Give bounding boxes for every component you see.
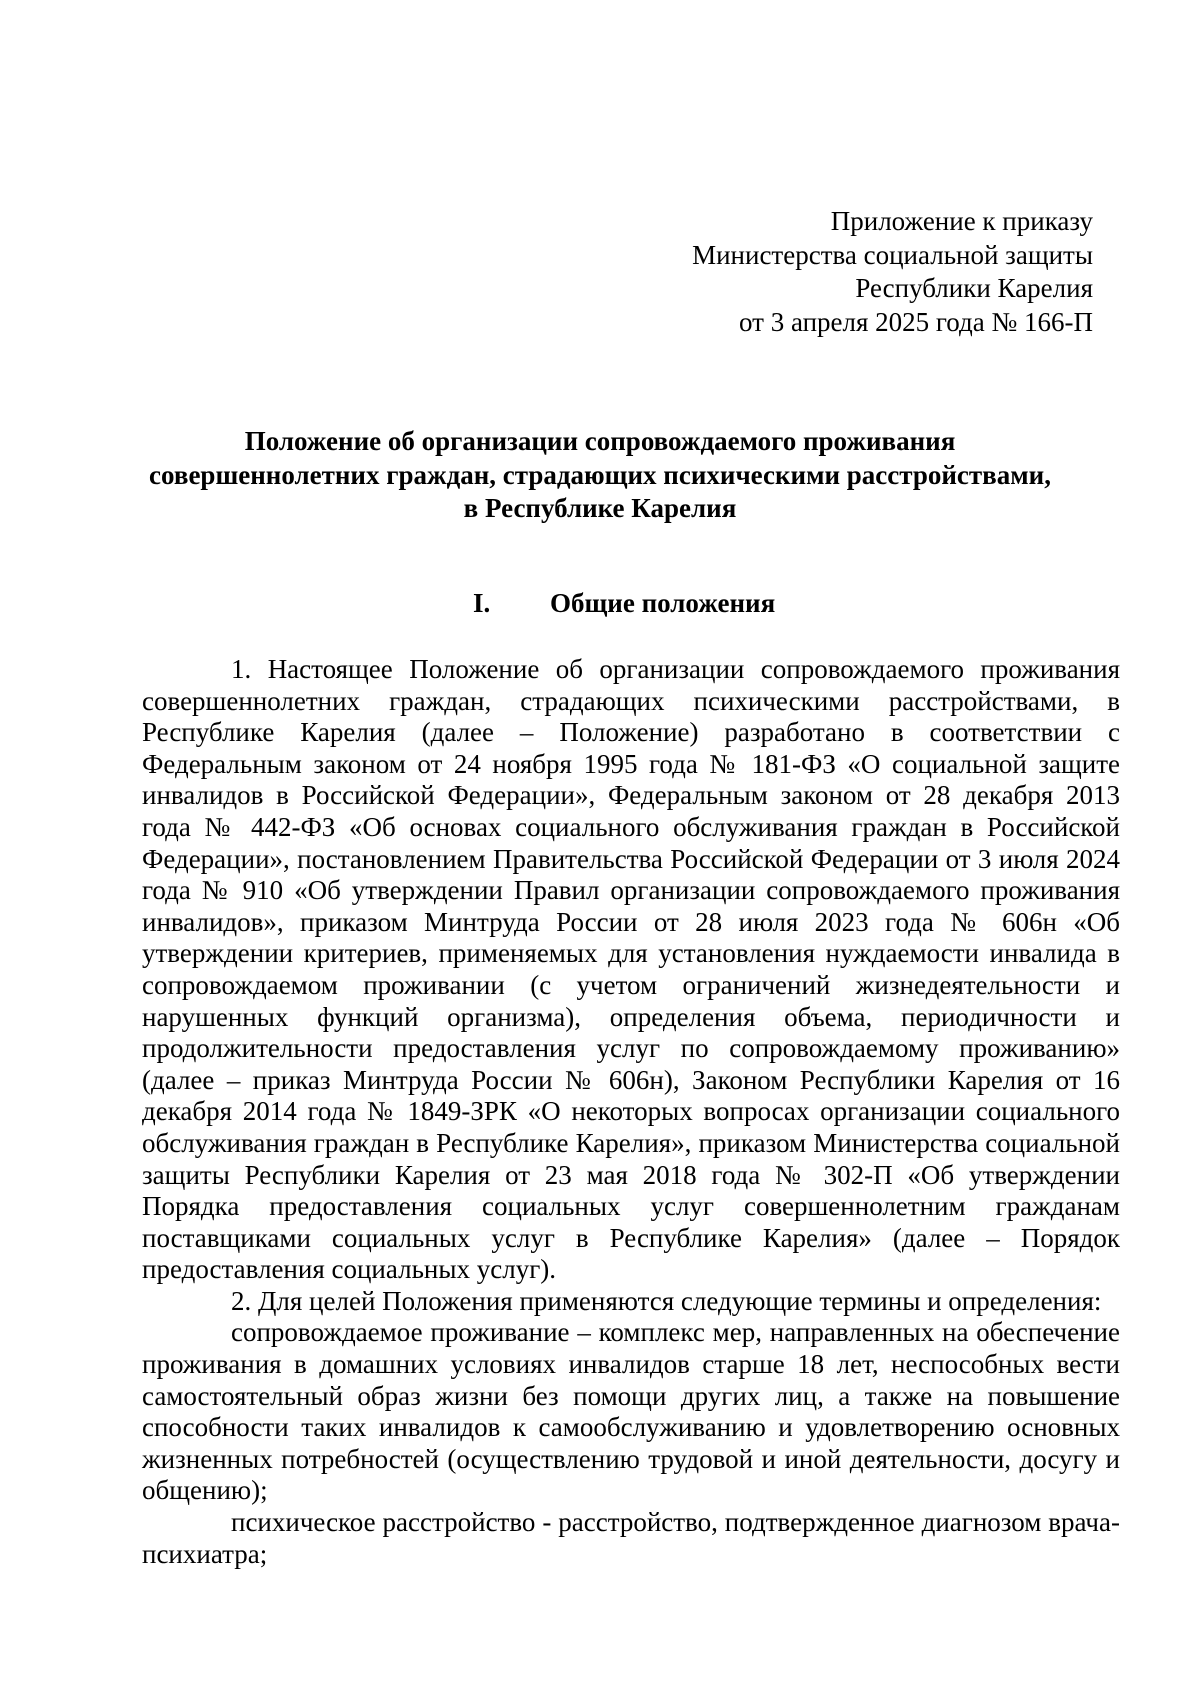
appendix-line: Министерства социальной защиты [692,239,1093,270]
appendix-line: Приложение к приказу [830,206,1093,236]
section-number: I. [473,588,491,618]
appendix-date-number: от 3 апреля 2025 года № 166-П [739,306,1093,337]
appendix-header [692,205,1093,339]
title-line: Положение об организации сопровождаемого проживания [244,426,956,456]
paragraph: сопровождаемое проживание – комплекс мер, направленных на обеспечение проживания в домашних условиях инвалидов старше 18 лет, неспособных вести самостоятельный образ жизни без помощи других лиц, а также на повышение способности таких инвалидов к самообслуживанию и удовлетворению основных жизненных потребностей (осуществлению трудовой и иной деятельности, досугу и общению); [142,1317,1120,1506]
appendix-line: Республики Карелия [855,273,1093,303]
section-title: Общие положения [550,588,776,618]
document-body [142,654,1120,1570]
paragraph: 1. Настоящее Положение об организации сопровождаемого проживания совершеннолетних граждан, страдающих психическими расстройствами, в Республике Карелия (далее – Положение) разработано в соответствии с Федеральным законом от 24 ноября 1995 года № 181-ФЗ «О социальной защите инвалидов в Российской Федерации», Федеральным законом от 28 декабря 2013 года № 442-ФЗ «Об основах социального обслуживания граждан в Российской Федерации», постановлением Правительства Российской Федерации от 3 июля 2024 года № 910 «Об утверждении Правил организации сопровождаемого проживания инвалидов», приказом Минтруда России от 28 июля 2023 года № 606н «Об утверждении критериев, применяемых для установления нуждаемости инвалида в сопровождаемом проживании (с учетом ограничений жизнедеятельности и нарушенных функций организма), определения объема, периодичности и продолжительности предоставления услуг по сопровождаемому проживанию» (далее – приказ Минтруда России № 606н), Законом Республики Карелия от 16 декабря 2014 года № 1849-ЗРК «О некоторых вопросах организации социального обслуживания граждан в Республике Карелия», приказом Министерства социальной защиты Республики Карелия от 23 мая 2018 года № 302-П «Об утверждении Порядка предоставления социальных услуг совершеннолетним гражданам поставщиками социальных услуг в Республике Карелия» (далее – Порядок предоставления социальных услуг). [142,654,1120,1285]
title-line: совершеннолетних граждан, страдающих психическими расстройствами, [149,459,1051,490]
paragraph: психическое расстройство - расстройство, подтвержденное диагнозом врача-психиатра; [142,1507,1120,1569]
document-title [100,425,1100,526]
paragraph: 2. Для целей Положения применяются следующие термины и определения: [231,1285,1102,1316]
title-line: в Республике Карелия [463,493,737,523]
